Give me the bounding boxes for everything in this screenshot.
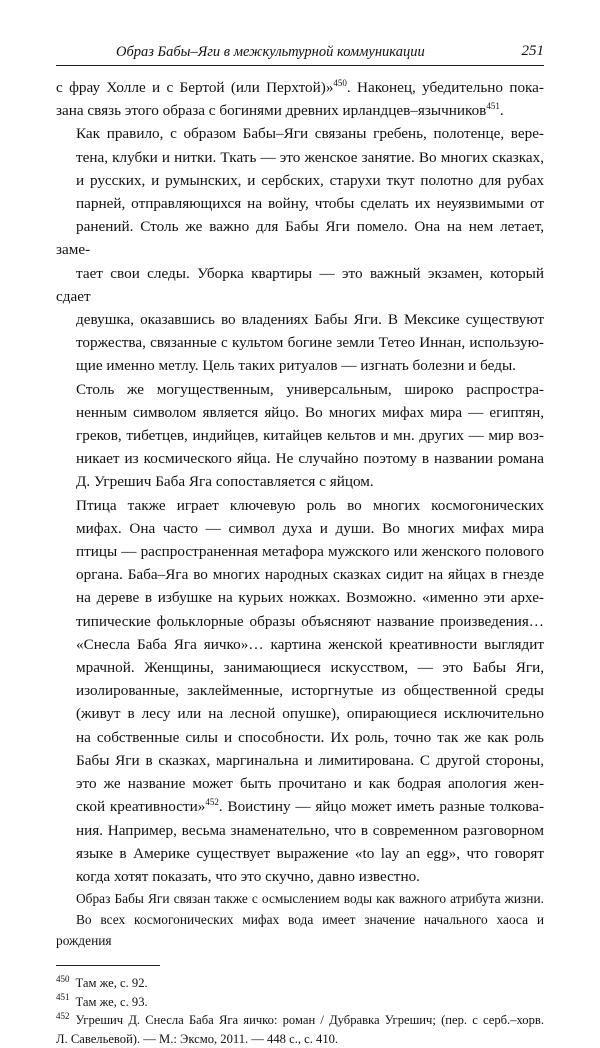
text-line: мрачной. Женщины, занимающиеся искусством, — это Бабы Яги, — [76, 659, 544, 677]
footnote — [56, 993, 544, 1012]
text-line: Во всех космогонических мифах вода имеет значение начального хаоса и рождения — [56, 912, 544, 949]
text-line: Столь же могущественным, универсальным, широко распростра- — [76, 380, 544, 398]
footnote-text: Л. Савельевой). — М.: Эксмо, 2011. — 448 с., с. 410. — [56, 1031, 339, 1046]
text-line: «Снесла Баба Яга яичко»… картина женской креативности выглядит — [76, 635, 544, 653]
text-line: птицы — распространенная метафора мужского или женского полового — [76, 543, 544, 561]
running-header — [56, 40, 544, 66]
text-line: на собственные силы и способности. Их роль, точно так же как роль — [76, 728, 544, 746]
footnotes — [56, 974, 544, 1048]
footnote-reference[interactable]: 451 — [486, 101, 500, 112]
text-line: греков, тибетцев, индийцев, китайцев кельтов и мн. других — мир воз- — [76, 427, 544, 445]
text-line: торжества, связанные с культом богине земли Тетео Иннан, использую- — [76, 334, 544, 352]
paragraph — [56, 888, 544, 951]
text-line: ненным символом является яйцо. Во многих мифах мира — египтян, — [76, 403, 544, 421]
text-line: языке в Америке существует выражение «to lay an egg», что говорят — [76, 844, 544, 862]
footnote-reference[interactable]: 450 — [333, 77, 347, 88]
text-line: ранений. Столь же важно для Бабы Яги помело. Она на нем летает, заме- — [56, 218, 544, 259]
small-print-paragraph — [56, 888, 544, 951]
page-number: 251 — [521, 43, 544, 59]
text-line: мифах. Она часто — символ духа и души. Во многих мифах мира — [76, 519, 544, 537]
text-line: Бабы Яги в сказках, маргинальна и лимитирована. С другой стороны, — [76, 751, 544, 769]
text-line: зана связь этого образа с богинями древних ирландцев–язычников$^{451}$. — [56, 101, 504, 120]
text-line: с фрау Холле и с Бертой (или Перхтой)»$^{450}$. Наконец, убедительно пока- — [56, 77, 544, 96]
text-line: когда хотят показать, что это скучно, давно известно. — [76, 867, 420, 885]
footnote-text: $^{451}$ Там же, с. 93. — [56, 992, 148, 1009]
main-text — [56, 76, 544, 888]
text-line: органа. Баба–Яга во многих народных сказках сидит на яйцах в гнезде — [76, 566, 544, 584]
text-line: ния. Например, весьма знаменательно, что в современном разговорном — [76, 821, 544, 839]
text-line: Как правило, с образом Бабы–Яги связаны гребень, полотенце, вере- — [76, 125, 544, 143]
footnote-text: $^{452}$ Угрешич Д. Снесла Баба Яга яичко: роман / Дубравка Угрешич; (пер. с серб.–хорв. — [56, 1010, 544, 1028]
footnote-reference[interactable]: 452 — [205, 797, 219, 808]
text-line: Образ Бабы Яги связан также с осмыслением воды как важного атрибута жизни. — [76, 891, 544, 907]
paragraph — [56, 122, 544, 377]
header-rule — [56, 65, 544, 66]
footnote-text: $^{450}$ Там же, с. 92. — [56, 973, 148, 991]
page-body — [56, 76, 544, 1048]
footnote-number: 451 — [56, 992, 70, 1003]
paragraph — [56, 378, 544, 494]
text-line: и русских, и румынских, и сербских, старухи ткут полотно для рубах — [76, 171, 544, 189]
text-line: парней, отправляющихся на войну, чтобы сделать их неуязвимыми от — [76, 195, 544, 213]
text-line: изолированные, заклейменные, исторгнутые из общественной среды — [76, 682, 544, 700]
footnote-number: 450 — [56, 973, 70, 984]
paragraph — [56, 76, 544, 122]
text-line: Птица также играет ключевую роль во многих космогонических — [76, 496, 544, 514]
text-line: тает свои следы. Уборка квартиры — это важный экзамен, который сдает — [56, 264, 544, 305]
text-line: тена, клубки и нитки. Ткать — это женское занятие. Во многих сказках, — [76, 148, 544, 166]
text-line: щие именно метлу. Цель таких ритуалов — изгнать болезни и беды. — [76, 357, 516, 375]
text-line: типические фольклорные образы объясняют название произведения… — [76, 612, 544, 630]
footnote — [56, 974, 544, 993]
text-line: Д. Угрешич Баба Яга сопоставляется с яйцом. — [76, 473, 374, 491]
paragraph — [56, 494, 544, 888]
footnote-rule — [56, 965, 160, 966]
text-line: это же название может быть прочитано и как бодрая апология жен- — [76, 775, 544, 793]
text-line: на дереве в избушке на курьих ножках. Возможно. «именно эти архе- — [76, 589, 544, 607]
text-line: ской креативности»$^{452}$. Воистину — яйцо может иметь разные толкова- — [76, 797, 544, 816]
footnote-number: 452 — [56, 1010, 70, 1021]
footnote — [56, 1011, 544, 1048]
text-line: девушка, оказавшись во владениях Бабы Яги. В Мексике существуют — [76, 311, 544, 329]
text-line: (живут в лесу или на лесной опушке), опирающиеся исключительно — [76, 705, 544, 723]
text-line: никает из космического яйца. Не случайно поэтому в названии романа — [76, 450, 544, 468]
running-title: Образ Бабы–Яги в межкультурной коммуникации — [116, 44, 425, 60]
